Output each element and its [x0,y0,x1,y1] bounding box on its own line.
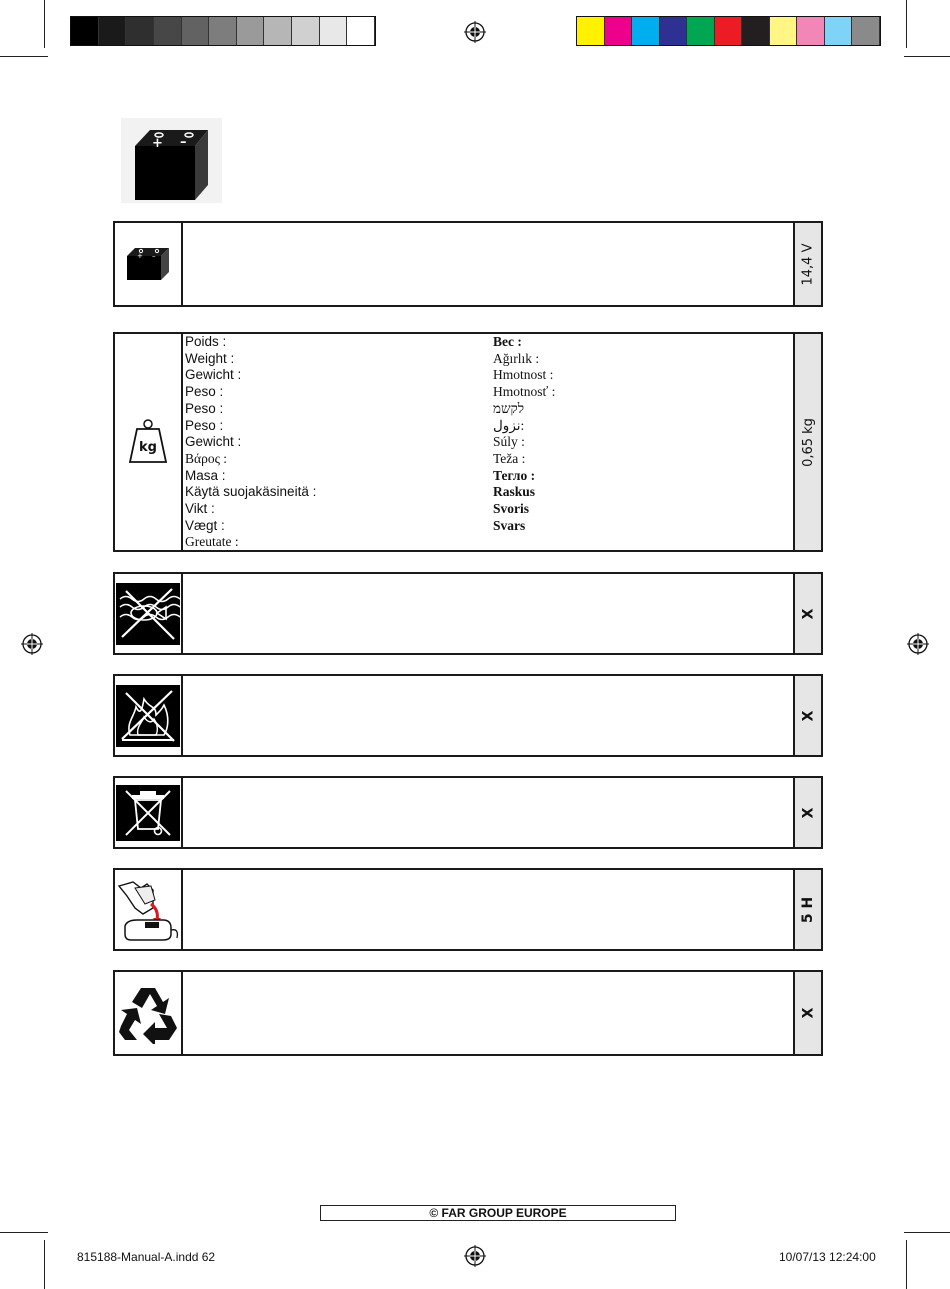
water-value: X [799,608,816,619]
battery-icon [121,118,222,203]
gray-swatch [209,17,237,45]
copyright-box: © FAR GROUP EUROPE [320,1205,676,1221]
voltage-row [113,221,823,307]
svg-text:+: + [137,252,143,260]
registration-mark-icon [907,633,929,655]
registration-mark-icon [464,1245,486,1267]
weight-label: Gewicht : [185,434,242,450]
bin-icon-cell [115,778,183,847]
recycle-icon [117,982,179,1044]
recycle-icon-cell [115,972,183,1054]
crop-mark [0,1232,48,1233]
bin-value-cell [793,778,821,847]
gray-swatch [126,17,154,45]
voltage-value-cell [793,223,821,305]
weight-label: Svoris [493,501,530,517]
weight-label: Hmotnost : [493,367,554,383]
gray-swatch [237,17,265,45]
voltage-icon-cell [115,223,183,305]
gray-swatch [71,17,99,45]
crop-mark [906,1240,907,1289]
color-swatch [715,17,743,45]
gray-swatch [99,17,127,45]
weight-label: Peso : [185,417,224,433]
weight-label: Peso : [185,384,224,400]
color-swatch [632,17,660,45]
crop-mark [44,1240,45,1289]
svg-text:kg: kg [139,440,157,455]
crop-mark [904,56,950,57]
crop-mark [904,1232,950,1233]
gray-swatch [182,17,210,45]
color-swatch [825,17,853,45]
fire-row [113,674,823,757]
weight-label: Greutate : [185,534,239,550]
recycle-row [113,970,823,1056]
svg-text:–: – [152,252,156,260]
color-swatch [852,17,880,45]
svg-text:–: – [180,135,187,150]
grayscale-color-bar [70,16,376,46]
weight-labels-left [185,334,316,551]
water-icon-cell [115,574,183,653]
weight-label: Svars [493,517,526,533]
charge-value-cell [793,870,821,949]
weight-value: 0,65 kg [800,417,816,467]
color-swatch [605,17,633,45]
weight-label: Gewicht : [185,367,242,383]
water-value-cell [793,574,821,653]
weight-label: Βάρος : [185,450,228,466]
gray-swatch [292,17,320,45]
color-swatch [687,17,715,45]
kg-weight-icon [128,418,168,466]
weight-label: Vægt : [185,517,225,533]
fire-icon-cell [115,676,183,755]
crop-mark [0,56,48,57]
weight-label: نزول: [493,417,525,433]
weight-label: Käytä suojakäsineitä : [185,484,317,500]
weight-label: Ağırlık : [493,350,540,366]
bin-value: X [799,807,816,818]
crop-mark [906,0,907,48]
color-swatch [577,17,605,45]
color-swatch [770,17,798,45]
crop-mark [44,0,45,48]
weight-row [113,332,823,552]
charging-icon [117,874,179,946]
no-fire-icon [116,685,180,747]
weight-label: Hmotnosť : [493,384,556,400]
no-water-disposal-icon [116,583,180,645]
registration-mark-icon [464,21,486,43]
crossed-out-bin-icon [116,785,180,841]
date-slug: 10/07/13 12:24:00 [779,1250,876,1264]
charge-icon-cell [115,870,183,949]
weight-label: לקשמ [493,400,525,416]
fire-value: X [799,710,816,721]
file-slug: 815188-Manual-A.indd 62 [77,1250,216,1264]
color-swatch [660,17,688,45]
voltage-value: 14,4 V [800,243,816,285]
gray-swatch [154,17,182,45]
color-swatch [742,17,770,45]
bin-row [113,776,823,849]
weight-label: Peso : [185,400,224,416]
weight-labels-right [493,334,555,534]
svg-text:+: + [152,136,163,151]
battery-icon [125,246,171,282]
weight-label: Weight : [185,350,235,366]
weight-label: Vikt : [185,501,215,517]
weight-label: Súly : [493,434,525,450]
charge-value: 5 H [800,896,816,923]
process-color-bar [576,16,881,46]
recycle-value-cell [793,972,821,1054]
gray-swatch [320,17,348,45]
weight-icon-cell [115,334,183,550]
weight-label: Poids : [185,334,227,349]
gray-swatch [347,17,375,45]
charge-row [113,868,823,951]
registration-mark-icon [21,633,43,655]
fire-value-cell [793,676,821,755]
weight-label: Тегло : [493,467,536,483]
recycle-value: X [799,1007,816,1019]
weight-value-cell [793,334,821,550]
weight-label: Teža : [493,450,526,466]
water-row [113,572,823,655]
weight-label: Bec : [493,334,522,349]
color-swatch [797,17,825,45]
weight-label: Masa : [185,467,226,483]
weight-label: Raskus [493,484,536,500]
gray-swatch [264,17,292,45]
